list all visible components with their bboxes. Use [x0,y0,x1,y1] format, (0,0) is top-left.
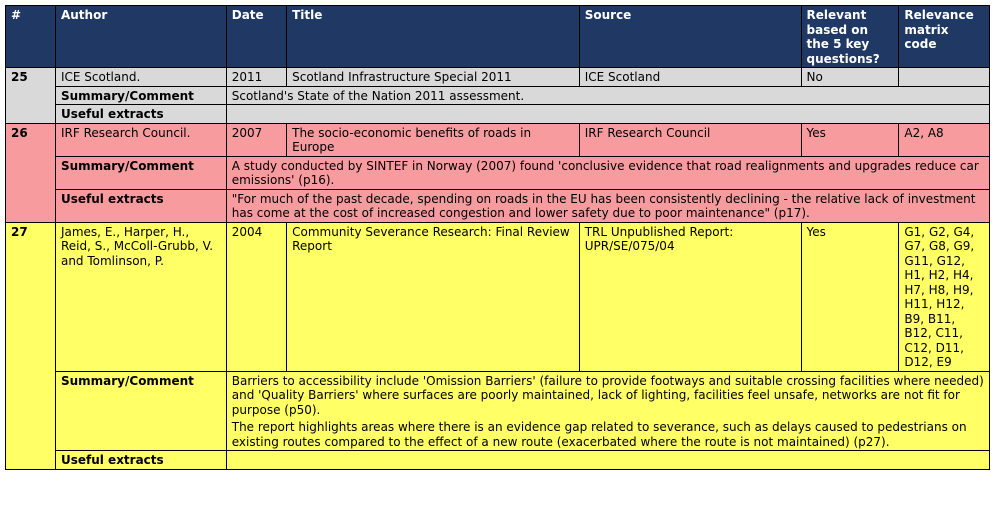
entry-source: TRL Unpublished Report: UPR/SE/075/04 [579,222,801,371]
extracts-text [226,451,989,470]
entry-author: ICE Scotland. [55,68,226,87]
header-author: Author [55,6,226,68]
entry-date: 2007 [226,123,286,156]
summary-text [226,86,989,105]
summary-paragraph: Barriers to accessibility include 'Omission Barriers' (failure to provide footways and suitable crossing facilities where needed) and 'Quality Barriers' where surfaces are poorly maintained, lack of lighting, facilities feel unsafe, networks are not fit for purpose (p50). [231,373,984,417]
entry-number: 26 [6,123,56,222]
summary-text [226,156,989,189]
header-source: Source [579,6,801,68]
table-row [6,68,990,87]
header-number: # [6,6,56,68]
entry-date: 2011 [226,68,286,87]
entry-relevance-code: A2, A8 [899,123,990,156]
summary-text [226,371,989,451]
summary-paragraph: Scotland's State of the Nation 2011 assessment. [231,88,525,103]
entry-title: The socio-economic benefits of roads in Europe [287,123,580,156]
summary-label: Summary/Comment [55,86,226,105]
entry-title: Scotland Infrastructure Special 2011 [287,68,580,87]
header-relevance-code: Relevance matrix code [899,6,990,68]
extracts-label: Useful extracts [55,105,226,124]
summary-row [6,371,990,451]
entry-source: ICE Scotland [579,68,801,87]
summary-row [6,86,990,105]
entry-relevant: Yes [801,123,899,156]
entry-number: 25 [6,68,56,124]
extracts-text [226,105,989,124]
summary-label: Summary/Comment [55,371,226,451]
literature-review-table [5,5,990,470]
entry-number: 27 [6,222,56,469]
entry-author: James, E., Harper, H., Reid, S., McColl-Grubb, V. and Tomlinson, P. [55,222,226,371]
entry-source: IRF Research Council [579,123,801,156]
table-row [6,123,990,156]
header-title: Title [287,6,580,68]
entry-author: IRF Research Council. [55,123,226,156]
header-relevant: Relevant based on the 5 key questions? [801,6,899,68]
extracts-text: "For much of the past decade, spending on roads in the EU has been consistently declining - the relative lack of investment has come at the cost of increased congestion and lower safety due to poor maintenance" (p17). [226,189,989,222]
extracts-row [6,189,990,222]
entry-relevant: No [801,68,899,87]
table-row [6,222,990,371]
summary-row [6,156,990,189]
entry-relevance-code [899,68,990,87]
header-row [6,6,990,68]
extracts-row [6,105,990,124]
extracts-label: Useful extracts [55,451,226,470]
extracts-row [6,451,990,470]
entry-relevance-code: G1, G2, G4, G7, G8, G9, G11, G12, H1, H2, H4, H7, H8, H9, H11, H12, B9, B11, B12, C11, C12, D11, D12, E9 [899,222,990,371]
entry-relevant: Yes [801,222,899,371]
entry-title: Community Severance Research: Final Review Report [287,222,580,371]
summary-paragraph: The report highlights areas where there is an evidence gap related to severance, such as delays caused to pedestrians on existing routes compared to the effect of a new route (exacerbated where the route is not maintained) (p27). [231,420,967,449]
extracts-label: Useful extracts [55,189,226,222]
summary-label: Summary/Comment [55,156,226,189]
summary-paragraph: A study conducted by SINTEF in Norway (2007) found 'conclusive evidence that road realignments and upgrades reduce car emissions' (p16). [231,158,979,187]
entry-date: 2004 [226,222,286,371]
header-date: Date [226,6,286,68]
